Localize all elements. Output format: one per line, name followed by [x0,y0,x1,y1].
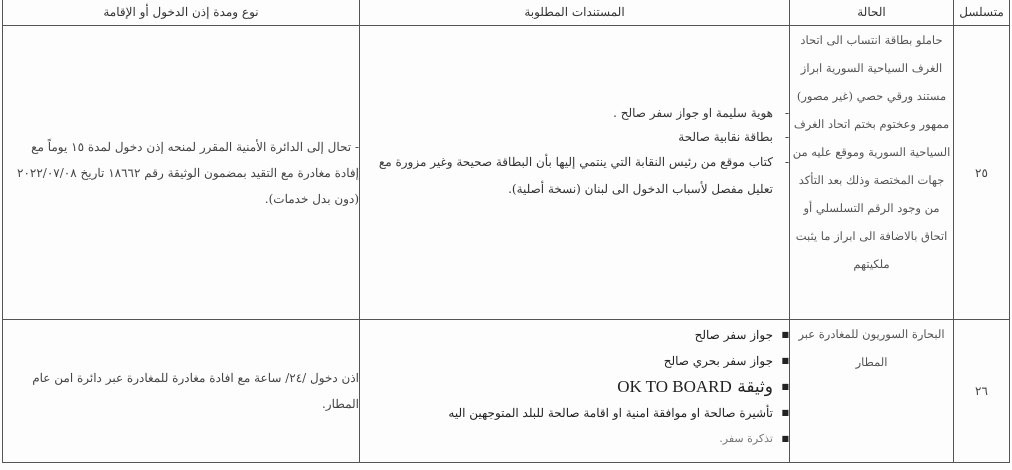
list-item: ■ تذكرة سفر. [360,426,789,452]
header-documents: المستندات المطلوبة [360,0,790,26]
row-case: البحارة السوريون للمغادرة عبر المطار [790,320,954,463]
list-item: ■ تأشيرة صالحة او موافقة امنية او اقامة صالحة للبلد المتوجهين اليه [360,400,789,426]
table-row [3,26,1010,320]
list-item: - بطاقة نقابية صالحة [360,125,789,149]
list-item: - هوية سليمة او جواز سفر صالح . [360,101,789,125]
ok-to-board-label: OK TO BOARD [617,377,732,396]
row-permit: اذن دخول /٢٤/ ساعة مع افادة مغادرة للمغادرة عبر دائرة امن عام المطار. [3,320,360,463]
documents-list [360,26,789,203]
row-serial: ٢٥ [954,26,1010,320]
header-case: الحالة [790,0,954,26]
list-item: - كتاب موقع من رئيس النقابة التي ينتمي إليها بأن البطاقة صحيحة وغير مزورة مع تعليل مفصل لأسباب الدخول الى لبنان (نسخة أصلية). [360,149,789,203]
row-documents [360,320,790,463]
table-row [3,320,1010,463]
list-item [360,374,789,400]
list-item-label: وثيقة [737,377,773,397]
requirements-table [2,0,1010,463]
row-case: حاملو بطاقة انتساب الى اتحاد الغرف السياحية السورية ابراز مستند ورقي حصي (غير مصور) ممهور وعختوم بختم اتحاد الغرف السياحية السورية وموقع عليه من جهات المختصة وذلك بعد التأكد من وجود الرقم التسلسلي أو اتحاق بالاضافة الى ابراز ما يثبت ملكيتهم [790,26,954,320]
header-serial: متسلسل [954,0,1010,26]
documents-list [360,320,789,452]
list-item: ■ جواز سفر بحري صالح [360,348,789,374]
row-documents [360,26,790,320]
row-serial: ٢٦ [954,320,1010,463]
header-permit: نوع ومدة إذن الدخول أو الإقامة [3,0,360,26]
list-item: ■ جواز سفر صالح [360,322,789,348]
row-permit: - تحال إلى الدائرة الأمنية المقرر لمنحه إذن دخول لمدة ١٥ يوماً مع إفادة مغادرة مع التقيد بمضمون الوثيقة رقم ١٨٦٦٢ تاريخ ٢٠٢٢/٠٧/٠٨ (دون بدل خدمات). [3,26,360,320]
header-row [3,0,1010,26]
